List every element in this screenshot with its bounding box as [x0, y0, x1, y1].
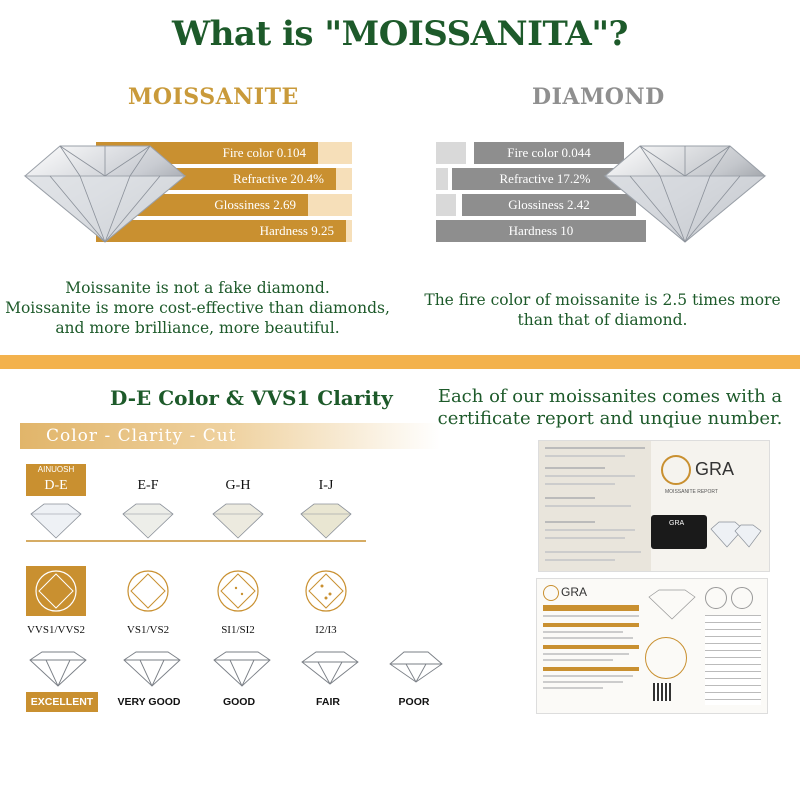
color-grade-gems — [26, 500, 366, 542]
brand-label: AINUOSH — [26, 464, 86, 476]
diagram-icon — [705, 587, 761, 609]
text-line — [543, 687, 603, 689]
clarity-label-i: I2/I3 — [315, 624, 337, 636]
text-line — [545, 521, 595, 523]
diamond-gem-image — [600, 138, 770, 248]
grading-scale — [705, 615, 761, 705]
text-line — [543, 615, 639, 617]
diamond-bar-glossiness: Glossiness 2.42 — [462, 194, 636, 216]
text-line — [545, 559, 615, 561]
moissanite-description — [0, 278, 395, 338]
report-bar — [543, 605, 639, 611]
certificate-report-image — [536, 578, 768, 714]
text-line: Each of our moissanites comes with a — [437, 386, 783, 407]
diamond-bar-refractive: Refractive 17.2% — [452, 168, 638, 190]
gra-logo: GRA — [695, 459, 735, 479]
cut-label-poor: POOR — [398, 696, 430, 708]
gem-icon — [709, 519, 764, 549]
text-line — [543, 681, 623, 683]
moissanite-bar-hardness: Hardness 9.25 — [96, 220, 346, 242]
report-title: MOISSANITE REPORT — [665, 489, 718, 495]
certificate-description — [425, 386, 795, 430]
gem-icon — [31, 504, 81, 538]
report-bar — [543, 667, 639, 671]
text-line — [543, 675, 633, 677]
clarity-label-vvs: VVS1/VVS2 — [26, 624, 86, 636]
gem-outline — [731, 587, 753, 609]
color-grade-ij: I-J — [318, 478, 334, 493]
text-line: The fire color of moissanite is 2.5 times more — [424, 291, 781, 309]
cut-label-good: GOOD — [222, 696, 256, 708]
certificate-left-page — [539, 441, 651, 571]
text-line — [543, 659, 613, 661]
cut-label-excellent: EXCELLENT — [26, 692, 98, 712]
text-line: certificate report and unqiue number. — [437, 408, 783, 429]
card-logo: GRA — [669, 520, 685, 527]
grades-ribbon: Color - Clarity - Cut — [20, 423, 440, 449]
text-line — [543, 631, 623, 633]
text-line — [545, 475, 635, 477]
clarity-label-vs: VS1/VS2 — [126, 624, 170, 636]
grades-heading: D-E Color & VVS1 Clarity — [110, 386, 393, 410]
text-line: than that of diamond. — [517, 311, 688, 329]
diamond-description — [405, 290, 800, 330]
text-line — [545, 551, 641, 553]
moissanite-bar-fire: Fire color 0.104 — [96, 142, 318, 164]
text-line: and more brilliance, more beautiful. — [55, 319, 340, 337]
certificate-card — [651, 515, 707, 549]
seal-icon — [645, 637, 687, 679]
cut-grade-icons — [28, 650, 448, 688]
cut-label-fair: FAIR — [316, 696, 340, 708]
text-line — [543, 653, 629, 655]
moissanite-heading: MOISSANITE — [128, 84, 299, 110]
text-line — [545, 537, 625, 539]
bar-track — [436, 142, 466, 164]
bar-track — [436, 168, 448, 190]
text-line: Moissanite is more cost-effective than diamonds, — [5, 299, 390, 317]
text-line — [545, 447, 645, 449]
text-line: Moissanite is not a fake diamond. — [65, 279, 330, 297]
seal-icon — [543, 585, 559, 601]
text-line — [545, 455, 625, 457]
text-line — [545, 467, 605, 469]
color-grade-ef: E-F — [137, 478, 159, 493]
gem-outline — [705, 587, 727, 609]
color-grade-gh: G-H — [225, 478, 251, 493]
text-line — [545, 497, 595, 499]
cut-label-very-good: VERY GOOD — [117, 696, 181, 708]
diamond-bar-fire: Fire color 0.044 — [474, 142, 624, 164]
report-bar — [543, 645, 639, 649]
certificate-booklet-image — [538, 440, 770, 572]
report-logo: GRA — [561, 585, 588, 599]
text-line — [543, 637, 633, 639]
page-title: What is "MOISSANITA"? — [172, 14, 628, 54]
bar-track — [436, 194, 456, 216]
diagram-icon — [645, 587, 699, 621]
clarity-label-si: SI1/SI2 — [221, 624, 255, 636]
clarity-icons — [26, 566, 356, 616]
qr-code-icon — [653, 683, 671, 701]
text-line — [545, 483, 615, 485]
moissanite-bar-glossiness: Glossiness 2.69 — [96, 194, 308, 216]
text-line — [545, 505, 631, 507]
seal-icon — [661, 455, 691, 485]
moissanite-bar-refractive: Refractive 20.4% — [96, 168, 336, 190]
section-divider — [0, 355, 800, 369]
diamond-heading: DIAMOND — [532, 84, 665, 110]
text-line — [545, 529, 635, 531]
report-bar — [543, 623, 639, 627]
color-grade-de: D-E — [26, 476, 86, 496]
moissanite-gem-image — [20, 138, 190, 248]
diamond-bar-hardness: Hardness 10 — [436, 220, 646, 242]
